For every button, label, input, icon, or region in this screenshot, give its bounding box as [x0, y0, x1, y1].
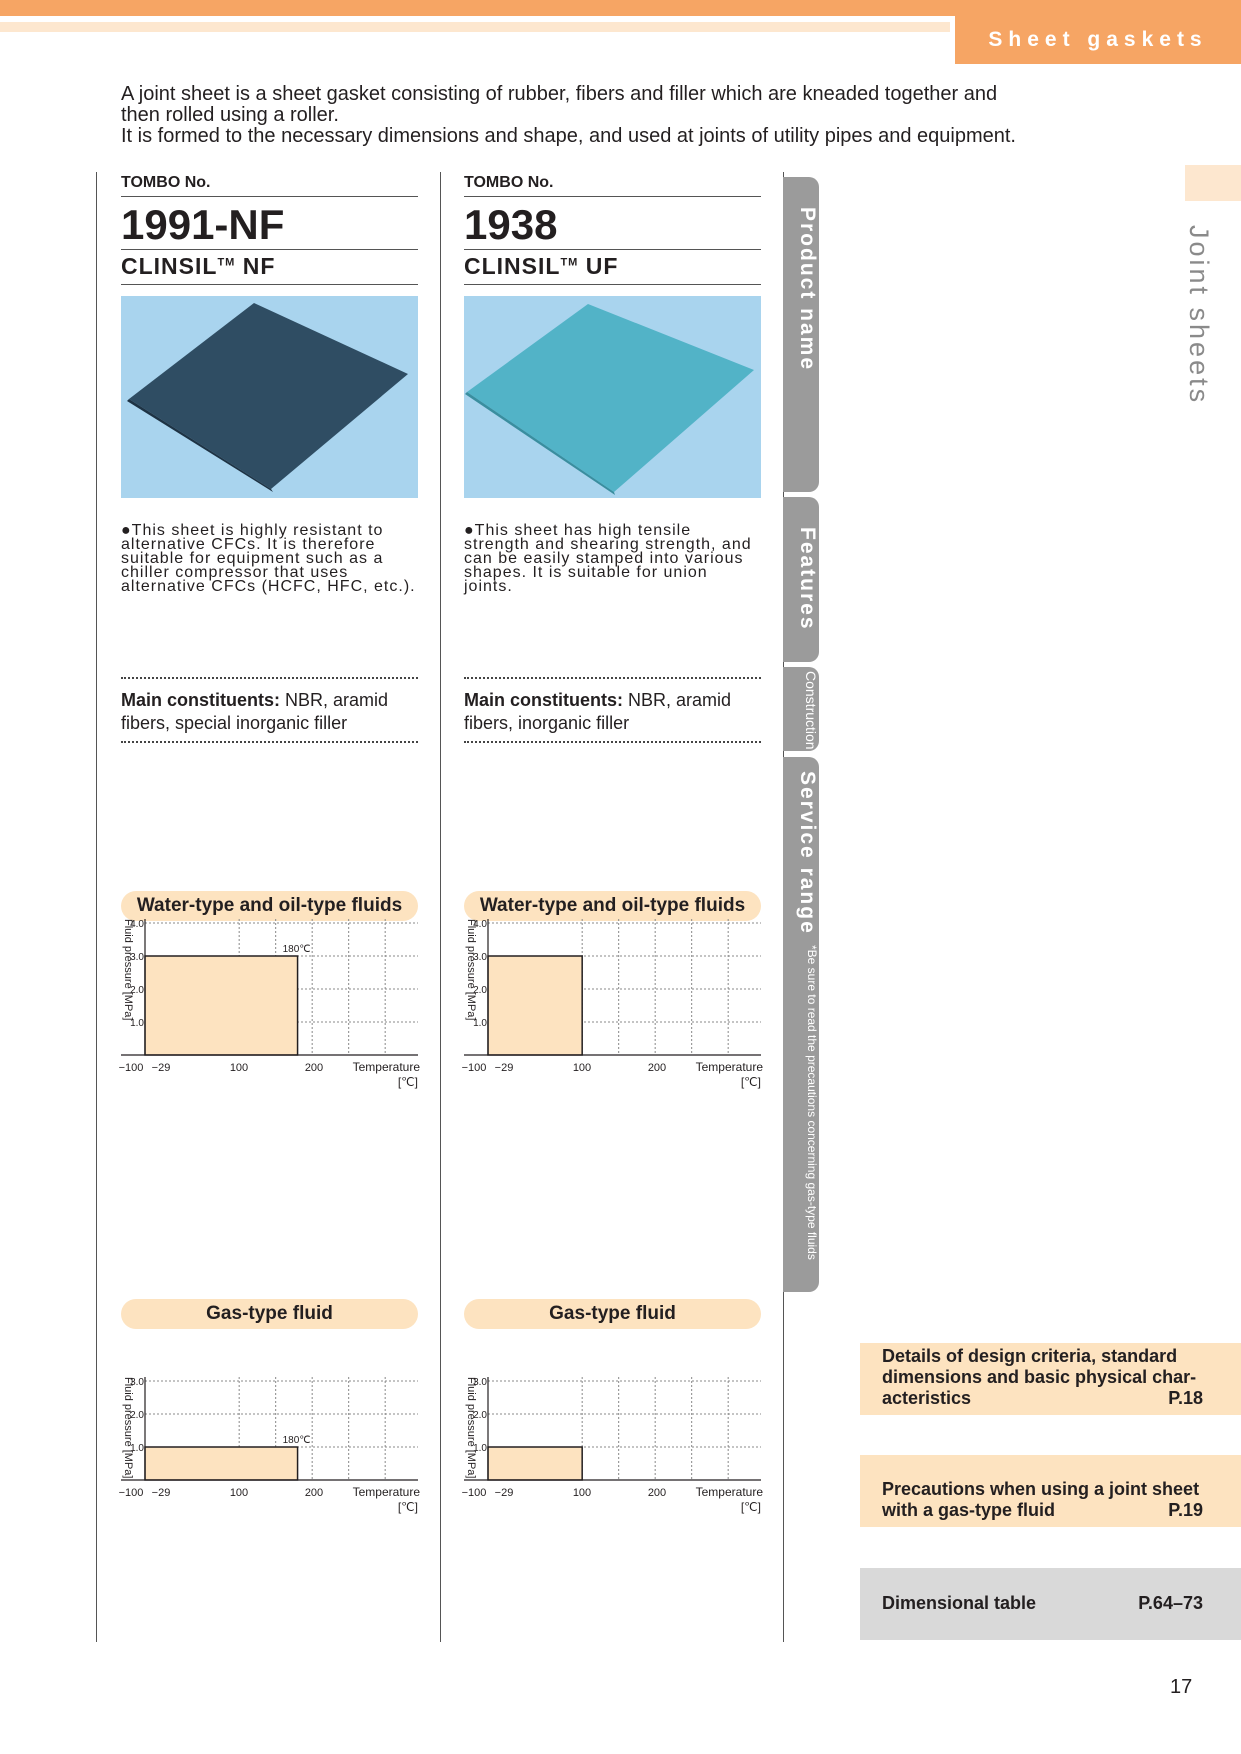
y-tick-label: 2.0: [473, 1410, 487, 1421]
tab-label: Product name: [796, 207, 819, 372]
chart-svg: [118, 1332, 421, 1514]
y-tick-label: 1.0: [473, 1018, 487, 1029]
service-range-area: [145, 956, 298, 1055]
side-index-tab: [1185, 165, 1241, 201]
x-tick-label: 200: [647, 1062, 667, 1074]
intro-line-3: It is formed to the necessary dimensions and shape, and used at joints of utility pipes and equipment.: [121, 125, 1016, 147]
column-divider-left: [96, 172, 97, 1642]
side-index-label: Joint sheets: [1184, 225, 1214, 406]
y-axis-label: Fluid pressure [MPa]: [465, 919, 477, 1021]
y-tick-label: 3.0: [130, 952, 144, 963]
product-name-suffix: NF: [235, 253, 276, 279]
x-axis-unit: [℃]: [397, 1075, 418, 1089]
bullet: ●: [121, 522, 132, 539]
constituents-value: NBR, aramid fibers, inorganic filler: [464, 690, 732, 733]
x-tick-label: 100: [572, 1062, 592, 1074]
reference-gas-precautions[interactable]: [860, 1455, 1241, 1527]
tab-label: Service range: [796, 771, 819, 935]
feature-description: This sheet has high tensile strength and shearing strength, and can be easily stamped into various shapes. It is suitable for union joints.: [464, 522, 752, 595]
x-tick-label: 200: [304, 1487, 324, 1499]
water-fluid-heading: Water-type and oil-type fluids: [464, 891, 761, 921]
product-column-1991nf: [118, 172, 420, 1514]
y-tick-label: 3.0: [473, 1377, 487, 1388]
intro-line-1: A joint sheet is a sheet gasket consisting of rubber, fibers and filler which are kneaded together and: [121, 83, 998, 105]
y-tick-label: 4.0: [473, 919, 487, 930]
y-axis-label: Fluid pressure [MPa]: [122, 919, 134, 1021]
features-text: [121, 524, 418, 677]
y-tick-label: 3.0: [473, 952, 487, 963]
service-range-area: [488, 1447, 582, 1480]
product-name-prefix: CLINSIL: [121, 253, 218, 279]
x-tick-label: 100: [229, 1062, 249, 1074]
water-fluid-chart-1938: [461, 919, 764, 1117]
y-axis-label: Fluid pressure [MPa]: [122, 1377, 134, 1479]
gas-fluid-heading: Gas-type fluid: [464, 1299, 761, 1329]
y-tick-label: 2.0: [473, 985, 487, 996]
water-fluid-chart-1991nf: [118, 919, 421, 1117]
x-axis-label: Temperature: [695, 1060, 763, 1074]
x-axis-label: Temperature: [352, 1485, 420, 1499]
reference-page: P.19: [1168, 1500, 1203, 1520]
x-tick-label: −29: [494, 1487, 514, 1499]
tab-product-name: [783, 177, 819, 492]
trademark-mark: TM: [217, 256, 236, 269]
x-tick-label: 200: [304, 1062, 324, 1074]
reference-dimensional-table[interactable]: [860, 1568, 1241, 1640]
x-tick-label: −29: [151, 1487, 171, 1499]
divider: [121, 284, 418, 285]
divider: [464, 284, 761, 285]
chart-svg: [118, 919, 421, 1117]
reference-design-criteria[interactable]: [860, 1343, 1241, 1415]
y-tick-label: 1.0: [130, 1018, 144, 1029]
tab-label: Construction: [803, 671, 819, 750]
product-name-prefix: CLINSIL: [464, 253, 561, 279]
x-tick-label: −100: [118, 1062, 144, 1074]
dotted-divider: [464, 741, 761, 743]
trademark-mark: TM: [560, 256, 579, 269]
tab-service-range: [783, 757, 819, 1292]
feature-description: This sheet is highly resistant to alternative CFCs. It is therefore suitable for equipment such as a chiller compressor that uses alternative CFCs (HCFC, HFC, etc.).: [121, 522, 416, 595]
product-column-1938: [461, 172, 763, 1514]
temperature-annotation: 180℃: [282, 1435, 311, 1446]
features-text: [464, 524, 761, 677]
x-axis-unit: [℃]: [397, 1500, 418, 1514]
gas-fluid-chart-1991nf: [118, 1332, 421, 1514]
page-number: 17: [1170, 1676, 1193, 1698]
reference-page: P.18: [1168, 1388, 1203, 1408]
gas-fluid-heading: Gas-type fluid: [121, 1299, 418, 1329]
x-axis-unit: [℃]: [740, 1075, 761, 1089]
constituents-label: Main constituents:: [121, 690, 281, 710]
product-number: 1938: [464, 201, 558, 248]
chart-svg: [461, 919, 764, 1117]
water-fluid-heading: Water-type and oil-type fluids: [121, 891, 418, 921]
product-number: 1991-NF: [121, 201, 285, 248]
header-accent-bar: [0, 0, 1241, 16]
y-tick-label: 4.0: [130, 919, 144, 930]
gas-fluid-chart-1938: [461, 1332, 764, 1514]
x-tick-label: −100: [461, 1487, 487, 1499]
header-light-stripe: [0, 22, 950, 32]
service-range-area: [145, 1447, 298, 1480]
main-constituents: [464, 679, 761, 741]
reference-text: Precautions when using a joint sheet with a gas-type fluid: [882, 1479, 1200, 1520]
x-tick-label: −29: [151, 1062, 171, 1074]
product-name-suffix: UF: [578, 253, 619, 279]
intro-text: [121, 84, 1141, 147]
dotted-divider: [121, 741, 418, 743]
x-tick-label: 200: [647, 1487, 667, 1499]
tab-label: Features: [796, 527, 819, 631]
product-name: [121, 250, 418, 284]
y-tick-label: 2.0: [130, 985, 144, 996]
constituents-value: NBR, aramid fibers, special inorganic filler: [121, 690, 389, 733]
main-constituents: [121, 679, 418, 741]
tab-construction: [783, 667, 819, 751]
x-tick-label: −29: [494, 1062, 514, 1074]
y-tick-label: 1.0: [130, 1443, 144, 1454]
product-name: [464, 250, 761, 284]
temperature-annotation: 180℃: [282, 944, 311, 955]
constituents-label: Main constituents:: [464, 690, 624, 710]
x-axis-label: Temperature: [352, 1060, 420, 1074]
y-tick-label: 1.0: [473, 1443, 487, 1454]
service-range-area: [488, 956, 582, 1055]
tab-features: [783, 497, 819, 662]
x-tick-label: −100: [461, 1062, 487, 1074]
bullet: ●: [464, 522, 475, 539]
section-title: Sheet gaskets: [955, 16, 1241, 64]
y-tick-label: 2.0: [130, 1410, 144, 1421]
product-photo: [121, 296, 418, 498]
y-tick-label: 3.0: [130, 1377, 144, 1388]
reference-text: Dimensional table: [882, 1593, 1037, 1613]
x-tick-label: 100: [572, 1487, 592, 1499]
chart-svg: [461, 1332, 764, 1514]
reference-page: P.64–73: [1138, 1593, 1203, 1613]
column-divider-middle: [440, 172, 441, 1642]
tombo-label: TOMBO No.: [121, 174, 211, 191]
tab-note: *Be sure to read the precautions concerning gas-type fluids: [805, 944, 819, 1260]
tombo-label: TOMBO No.: [464, 174, 554, 191]
reference-text: Details of design criteria, standard dimensions and basic physical char-acteristics: [882, 1346, 1197, 1408]
intro-line-2: then rolled using a roller.: [121, 104, 339, 126]
y-axis-label: Fluid pressure [MPa]: [465, 1377, 477, 1479]
sheet-shape: [129, 303, 408, 489]
x-axis-unit: [℃]: [740, 1500, 761, 1514]
x-tick-label: −100: [118, 1487, 144, 1499]
product-photo: [464, 296, 761, 498]
x-axis-label: Temperature: [695, 1485, 763, 1499]
sheet-shape: [467, 304, 754, 492]
x-tick-label: 100: [229, 1487, 249, 1499]
